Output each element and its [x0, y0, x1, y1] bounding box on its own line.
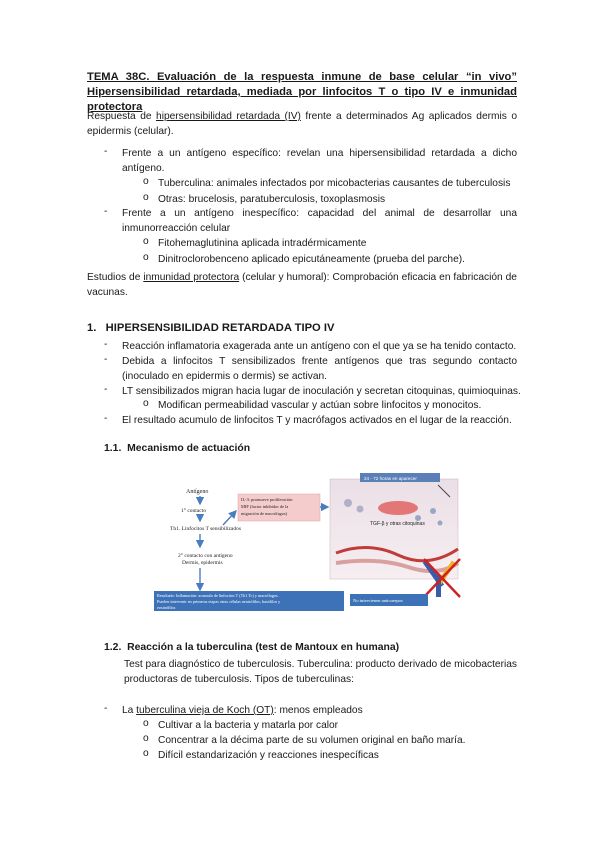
- section-heading: [87, 322, 334, 334]
- sub-list-item: Difícil estandarización y reacciones inespecíficas: [158, 750, 379, 761]
- list-item: Frente a un antígeno inespecífico: capacidad del animal de desarrollar una inmunorreacción celular: [122, 208, 517, 234]
- fig-no-anticuerpos: No intervienen anticuerpos: [353, 598, 403, 603]
- fig-contacto1: 1° contacto: [181, 508, 206, 514]
- fig-contacto2: 2° contacto con antígeno: [178, 553, 233, 559]
- list-item: Debida a linfocitos T sensibilizados frente antígenos que tras segundo contacto (inoculado en epidermis o dermis) se activan.: [122, 356, 517, 382]
- fig-il3-a: IL-3: promueve proliferación: [241, 497, 293, 502]
- dash-bullet: -: [104, 703, 108, 714]
- subsection-title: Mecanismo de actuación: [127, 443, 251, 454]
- list-item: Frente a un antígeno específico: revelan una hipersensibilidad retardada a dicho antígeno.: [122, 148, 517, 174]
- fig-horas: 24 - 72 horas en aparecer: [364, 476, 417, 481]
- sub-list-item: Dinitroclorobenceno aplicado epicutáneamente (prueba del parche).: [158, 254, 465, 265]
- document-title: TEMA 38C. Evaluación de la respuesta inmune de base celular “in vivo” Hipersensibilidad retardada, mediada por linfocitos T o tipo IV e inmunidad protectora: [87, 71, 517, 113]
- list-item: El resultado acumulo de linfocitos T y macrófagos activados en el lugar de la reacción.: [122, 415, 512, 426]
- fig-arrow-right: [223, 511, 236, 525]
- list-item: LT sensibilizados migran hacia lugar de inoculación y secretan citoquinas, quimioquinas.: [122, 386, 521, 397]
- dash-bullet: -: [104, 206, 108, 217]
- sub-list-item: Fitohemaglutinina aplicada intradérmicamente: [158, 238, 367, 249]
- dash-bullet: -: [104, 413, 108, 424]
- intro-text-end: frente a determinados Ag aplicados dermis o epidermis (celular).: [87, 111, 518, 137]
- sub-list-item: Modifican permeabilidad vascular y actúan sobre linfocitos y monocitos.: [158, 400, 482, 411]
- circle-bullet: o: [143, 236, 149, 247]
- sub-list-item: Cultivar a la bacteria y matarla por calor: [158, 720, 339, 731]
- fig-il3-c: migración de macrófagos): [241, 511, 288, 516]
- estudios-paragraph: [87, 270, 517, 300]
- list-item: Reacción inflamatoria exagerada ante un antígeno con el que ya se ha tenido contacto.: [122, 341, 517, 352]
- dash-bullet: -: [104, 339, 108, 350]
- tuberculina-text: La: [122, 705, 137, 716]
- fig-dermis: Dermis, epidermis: [182, 560, 223, 566]
- fig-cell: [430, 508, 436, 514]
- subsection-number: 1.2.: [104, 642, 122, 653]
- fig-resultado-a: Resultado: Inflamación: acumulo de linfocitos T (Th1 Tc) y macrófagos.: [157, 593, 279, 598]
- intro-paragraph: [87, 109, 517, 139]
- mechanism-figure: [148, 463, 473, 613]
- circle-bullet: o: [143, 748, 149, 759]
- fig-tgf: TGF-β y otras citoquinas: [370, 521, 425, 527]
- fig-resultado-c: eosinófilos: [157, 605, 176, 610]
- subsection-title: Reacción a la tuberculina (test de Mantoux en humana): [127, 642, 400, 653]
- subsection-heading: [104, 642, 399, 653]
- circle-bullet: o: [143, 718, 149, 729]
- dash-bullet: -: [104, 146, 108, 157]
- fig-cell-cluster: [378, 501, 418, 515]
- fig-antigeno: Antígeno: [186, 489, 209, 495]
- circle-bullet: o: [143, 398, 149, 409]
- fig-cell: [357, 506, 364, 513]
- circle-bullet: o: [143, 252, 149, 263]
- fig-resultado-b: Pueden intervenir en primeras etapas otras células neutrófilos, basófilos y: [157, 599, 281, 604]
- estudios-text-end: (celular y humoral): Comprobación eficacia en fabricación de vacunas.: [87, 272, 517, 298]
- subsection-number: 1.1.: [104, 443, 122, 454]
- circle-bullet: o: [143, 192, 149, 203]
- tuberculina-text-end: : menos empleados: [273, 705, 363, 716]
- fig-il3-b: MIF (factor inhibidor de la: [241, 504, 289, 509]
- fig-cell: [344, 499, 352, 507]
- tuberculina-underlined: tuberculina vieja de Koch (OT): [136, 705, 274, 716]
- section-number: 1.: [87, 322, 97, 334]
- subsection-body: Test para diagnóstico de tuberculosis. Tuberculina: producto derivado de micobacterias productoras de tuberculosis. Tipos de tuberculinas:: [124, 659, 518, 685]
- circle-bullet: o: [143, 733, 149, 744]
- subsection-heading: [104, 443, 250, 454]
- intro-text: Respuesta de: [87, 111, 157, 122]
- estudios-text: Estudios de: [87, 272, 144, 283]
- section-title: HIPERSENSIBILIDAD RETARDADA TIPO IV: [105, 322, 335, 334]
- circle-bullet: o: [143, 176, 149, 187]
- sub-list-item: Concentrar a la décima parte de su volumen original en baño maría.: [158, 735, 466, 746]
- intro-underlined: hipersensibilidad retardada (IV): [156, 111, 301, 122]
- sub-list-item: Tuberculina: animales infectados por micobacterias causantes de tuberculosis: [158, 178, 511, 189]
- fig-cell: [438, 521, 443, 526]
- fig-th1: Th1. Linfocitos T sensibilizados: [170, 526, 241, 532]
- tuberculina-item: [122, 703, 517, 718]
- dash-bullet: -: [104, 384, 108, 395]
- sub-list-item: Otras: brucelosis, paratuberculosis, toxoplasmosis: [158, 194, 386, 205]
- dash-bullet: -: [104, 354, 108, 365]
- estudios-underlined: inmunidad protectora: [143, 272, 240, 283]
